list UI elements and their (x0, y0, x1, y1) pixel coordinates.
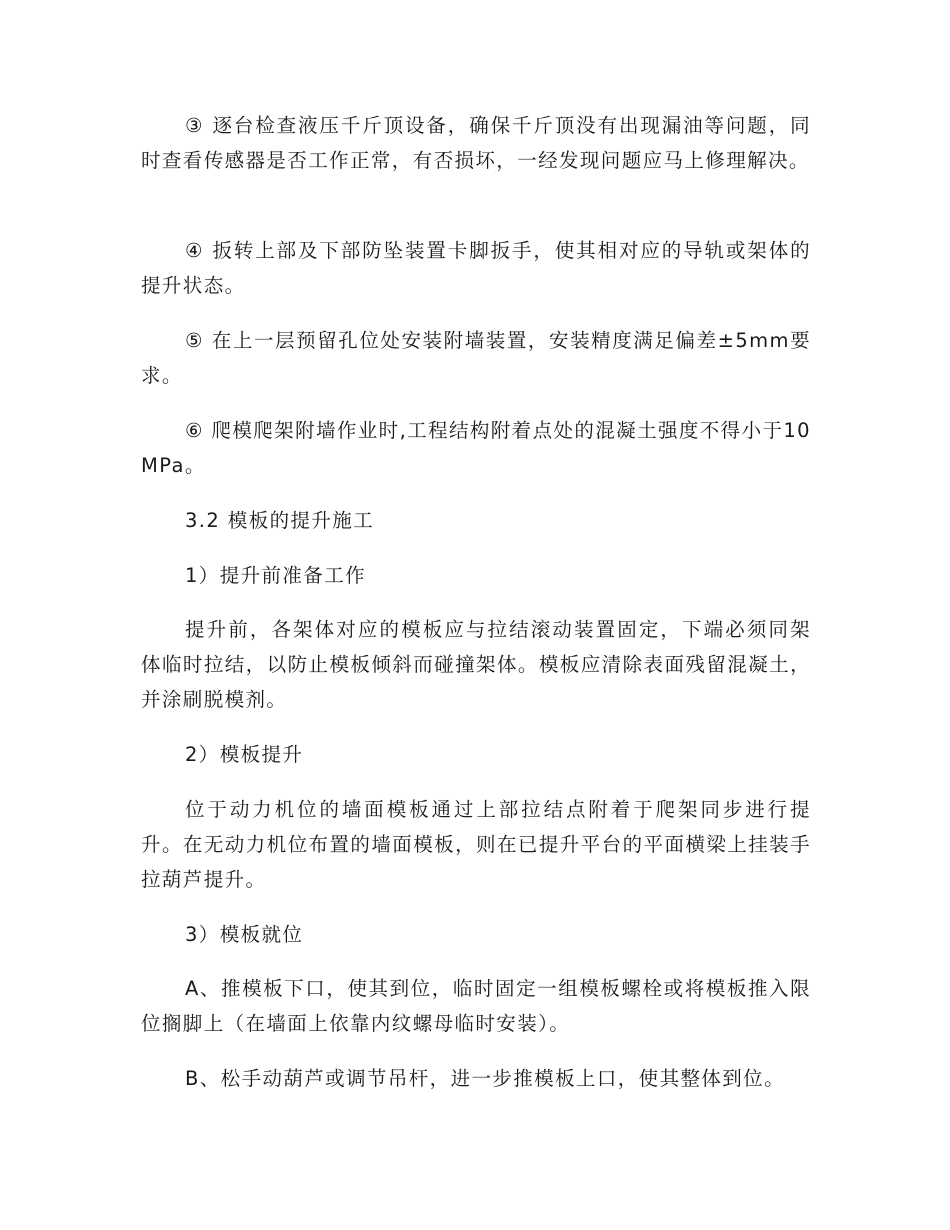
paragraph-check-jacks: ③ 逐台检查液压千斤顶设备，确保千斤顶没有出现漏油等问题，同时查看传感器是否工作正常，有否损坏，一经发现问题应马上修理解决。 (141, 114, 811, 172)
paragraph-concrete-strength: ⑥ 爬模爬架附墙作业时,工程结构附着点处的混凝土强度不得小于10MPa。 (141, 419, 811, 477)
section-heading-3-2: 3.2 模板的提升施工 (185, 509, 375, 532)
paragraph-step-a: A、推模板下口，使其到位，临时固定一组模板螺栓或将模板推入限位搁脚上（在墙面上依靠内纹螺母临时安装）。 (141, 977, 811, 1035)
subheading-formwork-lifting: 2）模板提升 (185, 743, 304, 766)
paragraph-formwork-lifting: 位于动力机位的墙面模板通过上部拉结点附着于爬架同步进行提升。在无动力机位布置的墙面模板，则在已提升平台的平面横梁上挂装手拉葫芦提升。 (141, 798, 811, 891)
paragraph-step-b: B、松手动葫芦或调节吊杆，进一步推模板上口，使其整体到位。 (185, 1067, 785, 1090)
paragraph-anti-fall-device: ④ 扳转上部及下部防坠装置卡脚扳手，使其相对应的导轨或架体的提升状态。 (141, 239, 811, 297)
paragraph-preparation: 提升前，各架体对应的模板应与拉结滚动装置固定，下端必须同架体临时拉结，以防止模板倾斜而碰撞架体。模板应清除表面残留混凝土，并涂刷脱模剂。 (141, 618, 811, 711)
paragraph-wall-attachment: ⑤ 在上一层预留孔位处安装附墙装置，安装精度满足偏差±5mm要求。 (141, 329, 811, 387)
subheading-formwork-positioning: 3）模板就位 (185, 923, 304, 946)
subheading-preparation: 1）提升前准备工作 (185, 564, 367, 587)
